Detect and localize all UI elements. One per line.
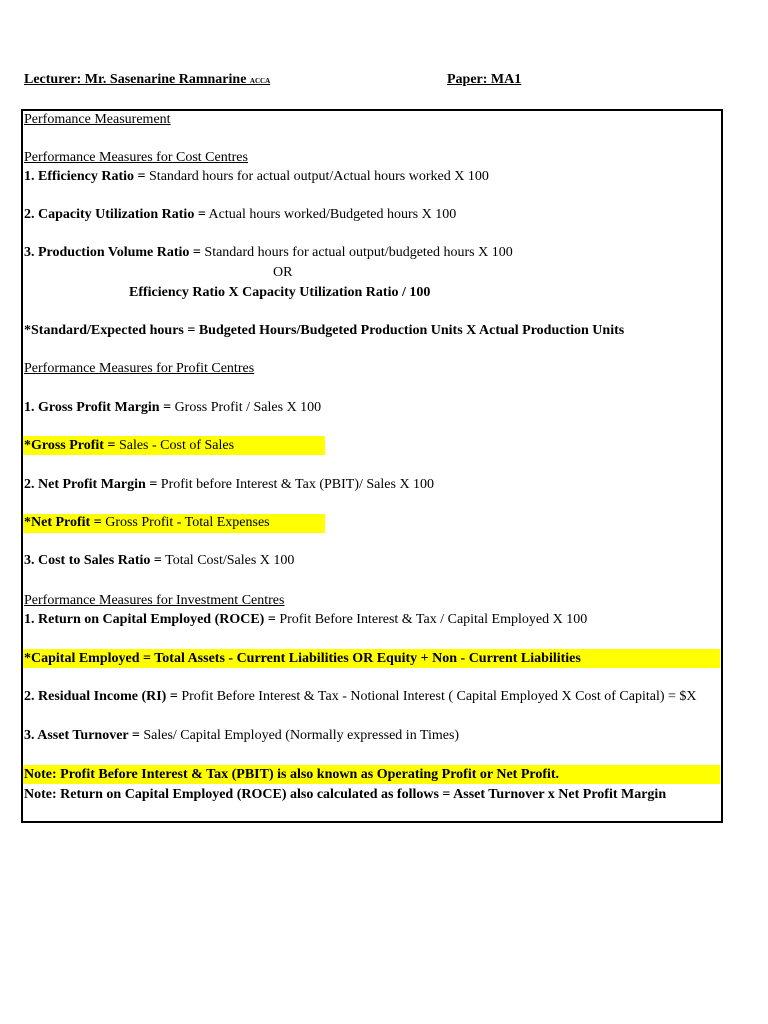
profit-centres-heading: Performance Measures for Profit Centres: [24, 361, 255, 376]
volume-ratio-row: [24, 244, 513, 262]
cost-to-sales-row: [24, 552, 294, 570]
lecturer-qualification: ACCA: [249, 77, 271, 85]
or-separator: OR: [273, 265, 293, 280]
volume-ratio-label: 3. Production Volume Ratio =: [24, 245, 201, 260]
pbit-note: Note: Profit Before Interest & Tax (PBIT) is also known as Operating Profit or Net Profit.: [24, 767, 560, 782]
roce-formula: Profit Before Interest & Tax / Capital Employed X 100: [279, 612, 588, 627]
lecturer-heading: [24, 71, 270, 90]
page-title: Perfomance Measurement: [24, 112, 171, 127]
net-profit-margin-formula: Profit before Interest & Tax (PBIT)/ Sales X 100: [160, 477, 435, 492]
capital-employed-note: *Capital Employed = Total Assets - Current Liabilities OR Equity + Non - Current Liabilities: [24, 651, 581, 666]
efficiency-ratio-row: [24, 168, 489, 186]
efficiency-ratio-formula: Standard hours for actual output/Actual hours worked X 100: [149, 169, 489, 184]
asset-turnover-row: [24, 727, 459, 745]
residual-income-label: 2. Residual Income (RI) =: [24, 689, 178, 704]
roce-row: [24, 611, 587, 629]
residual-income-row: [24, 688, 697, 706]
volume-ratio-formula: Standard hours for actual output/budgeted hours X 100: [204, 245, 513, 260]
gross-profit-formula: Sales - Cost of Sales: [118, 438, 235, 453]
gross-profit-margin-label: 1. Gross Profit Margin =: [24, 400, 172, 415]
alt-volume-formula: Efficiency Ratio X Capacity Utilization Ratio / 100: [129, 285, 431, 300]
capacity-ratio-row: [24, 206, 456, 224]
capacity-ratio-label: 2. Capacity Utilization Ratio =: [24, 207, 206, 222]
standard-hours-note: *Standard/Expected hours = Budgeted Hours/Budgeted Production Units X Actual Production Units: [24, 323, 625, 338]
net-profit-row: [24, 514, 270, 532]
residual-income-formula: Profit Before Interest & Tax - Notional Interest ( Capital Employed X Cost of Capital) = $X: [181, 689, 697, 704]
asset-turnover-formula: Sales/ Capital Employed (Normally expressed in Times): [143, 728, 460, 743]
gross-profit-row: [24, 437, 234, 455]
roce-label: 1. Return on Capital Employed (ROCE) =: [24, 612, 276, 627]
roce-alt-note: Note: Return on Capital Employed (ROCE) also calculated as follows = Asset Turnover x Net Profit Margin: [24, 787, 667, 802]
capacity-ratio-formula: Actual hours worked/Budgeted hours X 100: [208, 207, 457, 222]
cost-to-sales-label: 3. Cost to Sales Ratio =: [24, 553, 162, 568]
gross-profit-margin-formula: Gross Profit / Sales X 100: [174, 400, 322, 415]
asset-turnover-label: 3. Asset Turnover =: [24, 728, 140, 743]
net-profit-margin-row: [24, 476, 434, 494]
lecturer-name: Lecturer: Mr. Sasenarine Ramnarine: [24, 72, 247, 87]
net-profit-formula: Gross Profit - Total Expenses: [105, 515, 270, 530]
investment-centres-heading: Performance Measures for Investment Centres: [24, 593, 285, 608]
paper-code: Paper: MA1: [447, 72, 522, 87]
efficiency-ratio-label: 1. Efficiency Ratio =: [24, 169, 146, 184]
cost-centres-heading: Performance Measures for Cost Centres: [24, 150, 248, 165]
cost-to-sales-formula: Total Cost/Sales X 100: [165, 553, 295, 568]
net-profit-margin-label: 2. Net Profit Margin =: [24, 477, 158, 492]
gross-profit-margin-row: [24, 399, 321, 417]
gross-profit-label: *Gross Profit =: [24, 438, 116, 453]
net-profit-label: *Net Profit =: [24, 515, 102, 530]
